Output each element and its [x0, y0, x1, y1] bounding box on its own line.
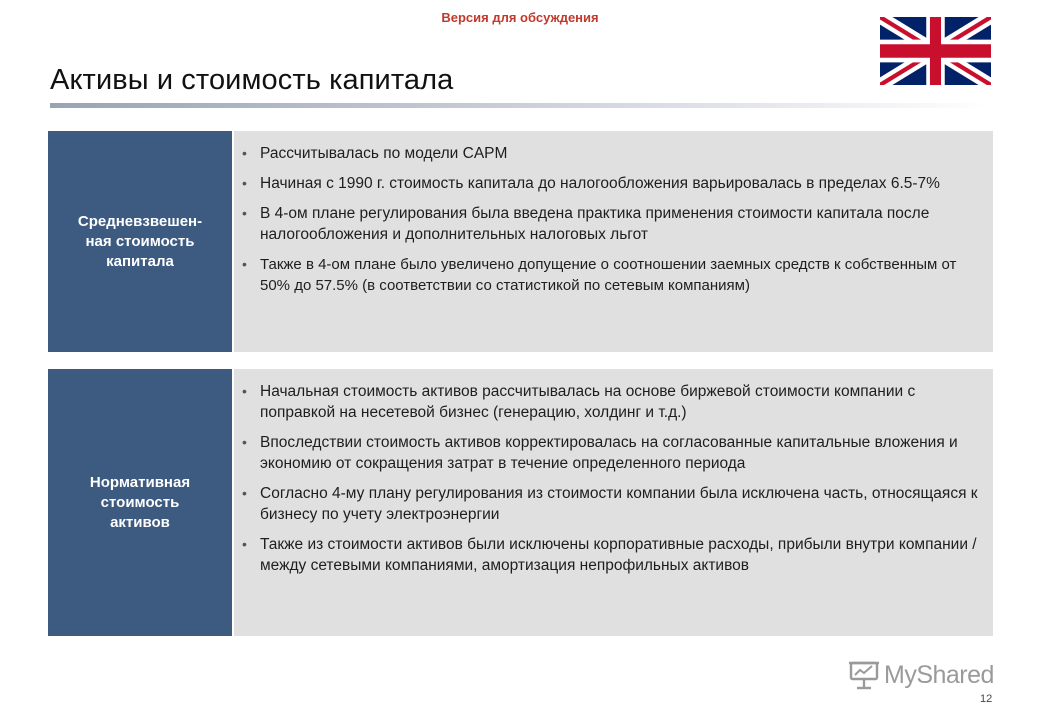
list-item [242, 381, 987, 423]
watermark-logo [848, 658, 994, 692]
list-item [242, 483, 987, 525]
list-item [242, 254, 987, 296]
list-item [242, 534, 987, 576]
bullet-text: Также в 4-ом плане было увеличено допущение о соотношении заемных средств к собственным от 50% до 57.5% (в соответствии со статистикой по сетевым компаниям) [260, 256, 957, 294]
list-item [242, 432, 987, 474]
bullet-icon: • [242, 434, 247, 450]
bullet-icon: • [242, 536, 247, 552]
section-label: Средневзвешен- ная стоимость капитала [77, 212, 203, 270]
bullet-text: Также из стоимости активов были исключены корпоративные расходы, прибыли внутри компании / между сетевыми компаниями, амортизация непрофильных активов [260, 536, 977, 574]
list-item [242, 203, 987, 245]
title-divider [50, 103, 990, 108]
bullet-icon: • [242, 145, 247, 161]
uk-flag-icon [880, 17, 991, 85]
draft-label: Версия для обсуждения [441, 10, 599, 25]
section-label-box [48, 131, 232, 352]
bullet-text: В 4-ом плане регулирования была введена практика применения стоимости капитала после налогообложения и дополнительных налоговых льгот [260, 205, 930, 243]
bullet-text: Согласно 4-му плану регулирования из стоимости компании была исключена часть, относящаяся к бизнесу по учету электроэнергии [260, 485, 978, 523]
bullet-list [242, 381, 987, 585]
bullet-icon: • [242, 485, 247, 501]
presentation-board-icon [848, 660, 880, 690]
bullet-text: Начиная с 1990 г. стоимость капитала до налогообложения варьировалась в пределах 6.5-7% [260, 175, 940, 192]
divider [232, 369, 234, 636]
section-label: Нормативная стоимость активов [89, 473, 191, 531]
page-title: Активы и стоимость капитала [50, 64, 454, 96]
list-item [242, 173, 987, 194]
divider [232, 131, 234, 352]
section-regulatory-asset-value [48, 369, 993, 636]
bullet-text: Впоследствии стоимость активов корректировалась на согласованные капитальные вложения и экономию от сокращения затрат в течение определенного периода [260, 434, 958, 472]
bullet-text: Начальная стоимость активов рассчитывалась на основе биржевой стоимости компании с поправкой на несетевой бизнес (генерацию, холдинг и т.д.) [260, 383, 916, 421]
list-item [242, 143, 987, 164]
bullet-text: Рассчитывалась по модели CAPM [260, 145, 508, 162]
section-wacc [48, 131, 993, 352]
bullet-icon: • [242, 175, 247, 191]
watermark-text: MyShared [884, 660, 994, 689]
bullet-icon: • [242, 383, 247, 399]
bullet-icon: • [242, 205, 247, 221]
section-label-box [48, 369, 232, 636]
bullet-icon: • [242, 256, 247, 272]
bullet-list [242, 143, 987, 305]
page-number: 12 [980, 693, 993, 705]
